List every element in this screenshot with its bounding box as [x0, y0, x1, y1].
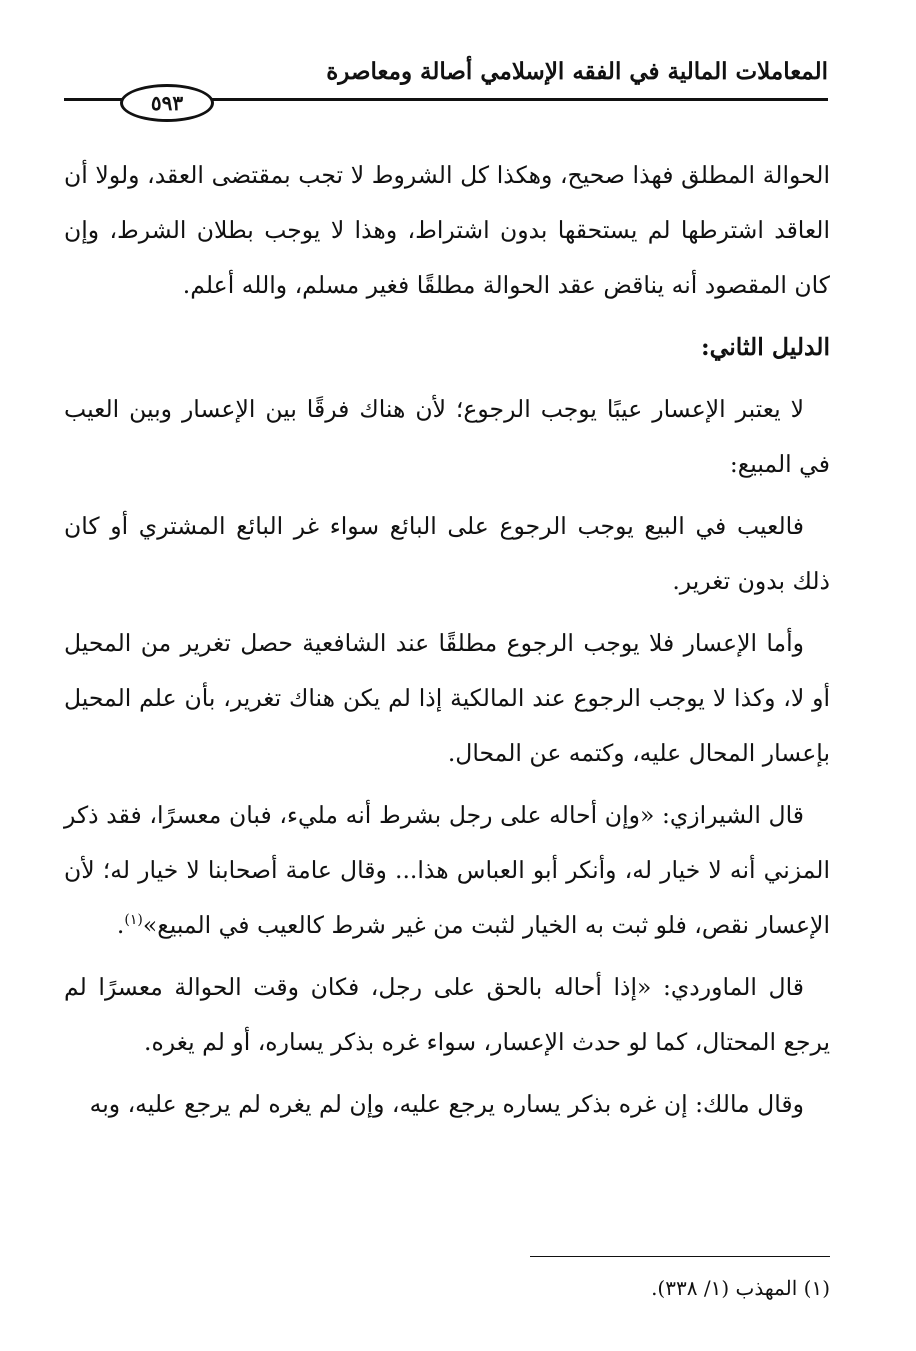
section-heading: الدليل الثاني: — [701, 333, 830, 361]
footnote-reference: (١) — [124, 912, 143, 929]
header-rule — [194, 98, 828, 101]
quote-text: قال الشيرازي: «وإن أحاله على رجل بشرط أنه مليء، فبان معسرًا، فقد ذكر المزني أنه لا خيار له، وأنكر أبو العباس هذا... وقال عامة أصحابنا لا خيار له؛ لأن الإعسار نقص، فلو ثبت به الخيار لثبت من غير شرط كالعيب في المبيع» — [64, 801, 830, 939]
footnote — [64, 1268, 830, 1308]
paragraph: لا يعتبر الإعسار عيبًا يوجب الرجوع؛ لأن هناك فرقًا بين الإعسار وبين العيب في المبيع: — [64, 395, 830, 478]
paragraph: وقال مالك: إن غره بذكر يساره يرجع عليه، وإن لم يغره لم يرجع عليه، وبه — [89, 1090, 804, 1118]
paragraph-quote-shirazi — [64, 788, 830, 953]
page-header — [64, 52, 828, 142]
paragraph-continuation: الحوالة المطلق فهذا صحيح، وهكذا كل الشروط لا تجب بمقتضى العقد، ولولا أن العاقد اشترطها لم يستحقها بدون اشتراط، وهذا لا يوجب بطلان الشرط، وإن كان المقصود أنه يناقض عقد الحوالة مطلقًا فغير مسلم، والله أعلم. — [64, 161, 830, 299]
paragraph: فالعيب في البيع يوجب الرجوع على البائع سواء غر البائع المشتري أو كان ذلك بدون تغرير. — [64, 512, 830, 595]
body-text — [64, 148, 830, 1139]
footnote-separator — [530, 1256, 830, 1257]
paragraph: قال الماوردي: «إذا أحاله بالحق على رجل، فكان وقت الحوالة معسرًا لم يرجع المحتال، كما لو حدث الإعسار، سواء غره بذكر يساره، أو لم يغره. — [64, 973, 830, 1056]
running-title: المعاملات المالية في الفقه الإسلامي أصالة ومعاصرة — [326, 58, 828, 85]
paragraph: وأما الإعسار فلا يوجب الرجوع مطلقًا عند الشافعية حصل تغرير من المحيل أو لا، وكذا لا يوجب الرجوع عند المالكية إذا لم يكن هناك تغرير، بأن علم المحيل بإعسار المحال عليه، وكتمه عن المحال. — [64, 629, 830, 767]
quote-end: . — [116, 911, 125, 939]
footnote-text: المهذب (١/ ٣٣٨). — [651, 1276, 798, 1300]
page-number: ٥٩٣ — [120, 84, 214, 122]
header-rule-left — [64, 98, 124, 101]
footnote-number: (١) — [803, 1276, 830, 1300]
